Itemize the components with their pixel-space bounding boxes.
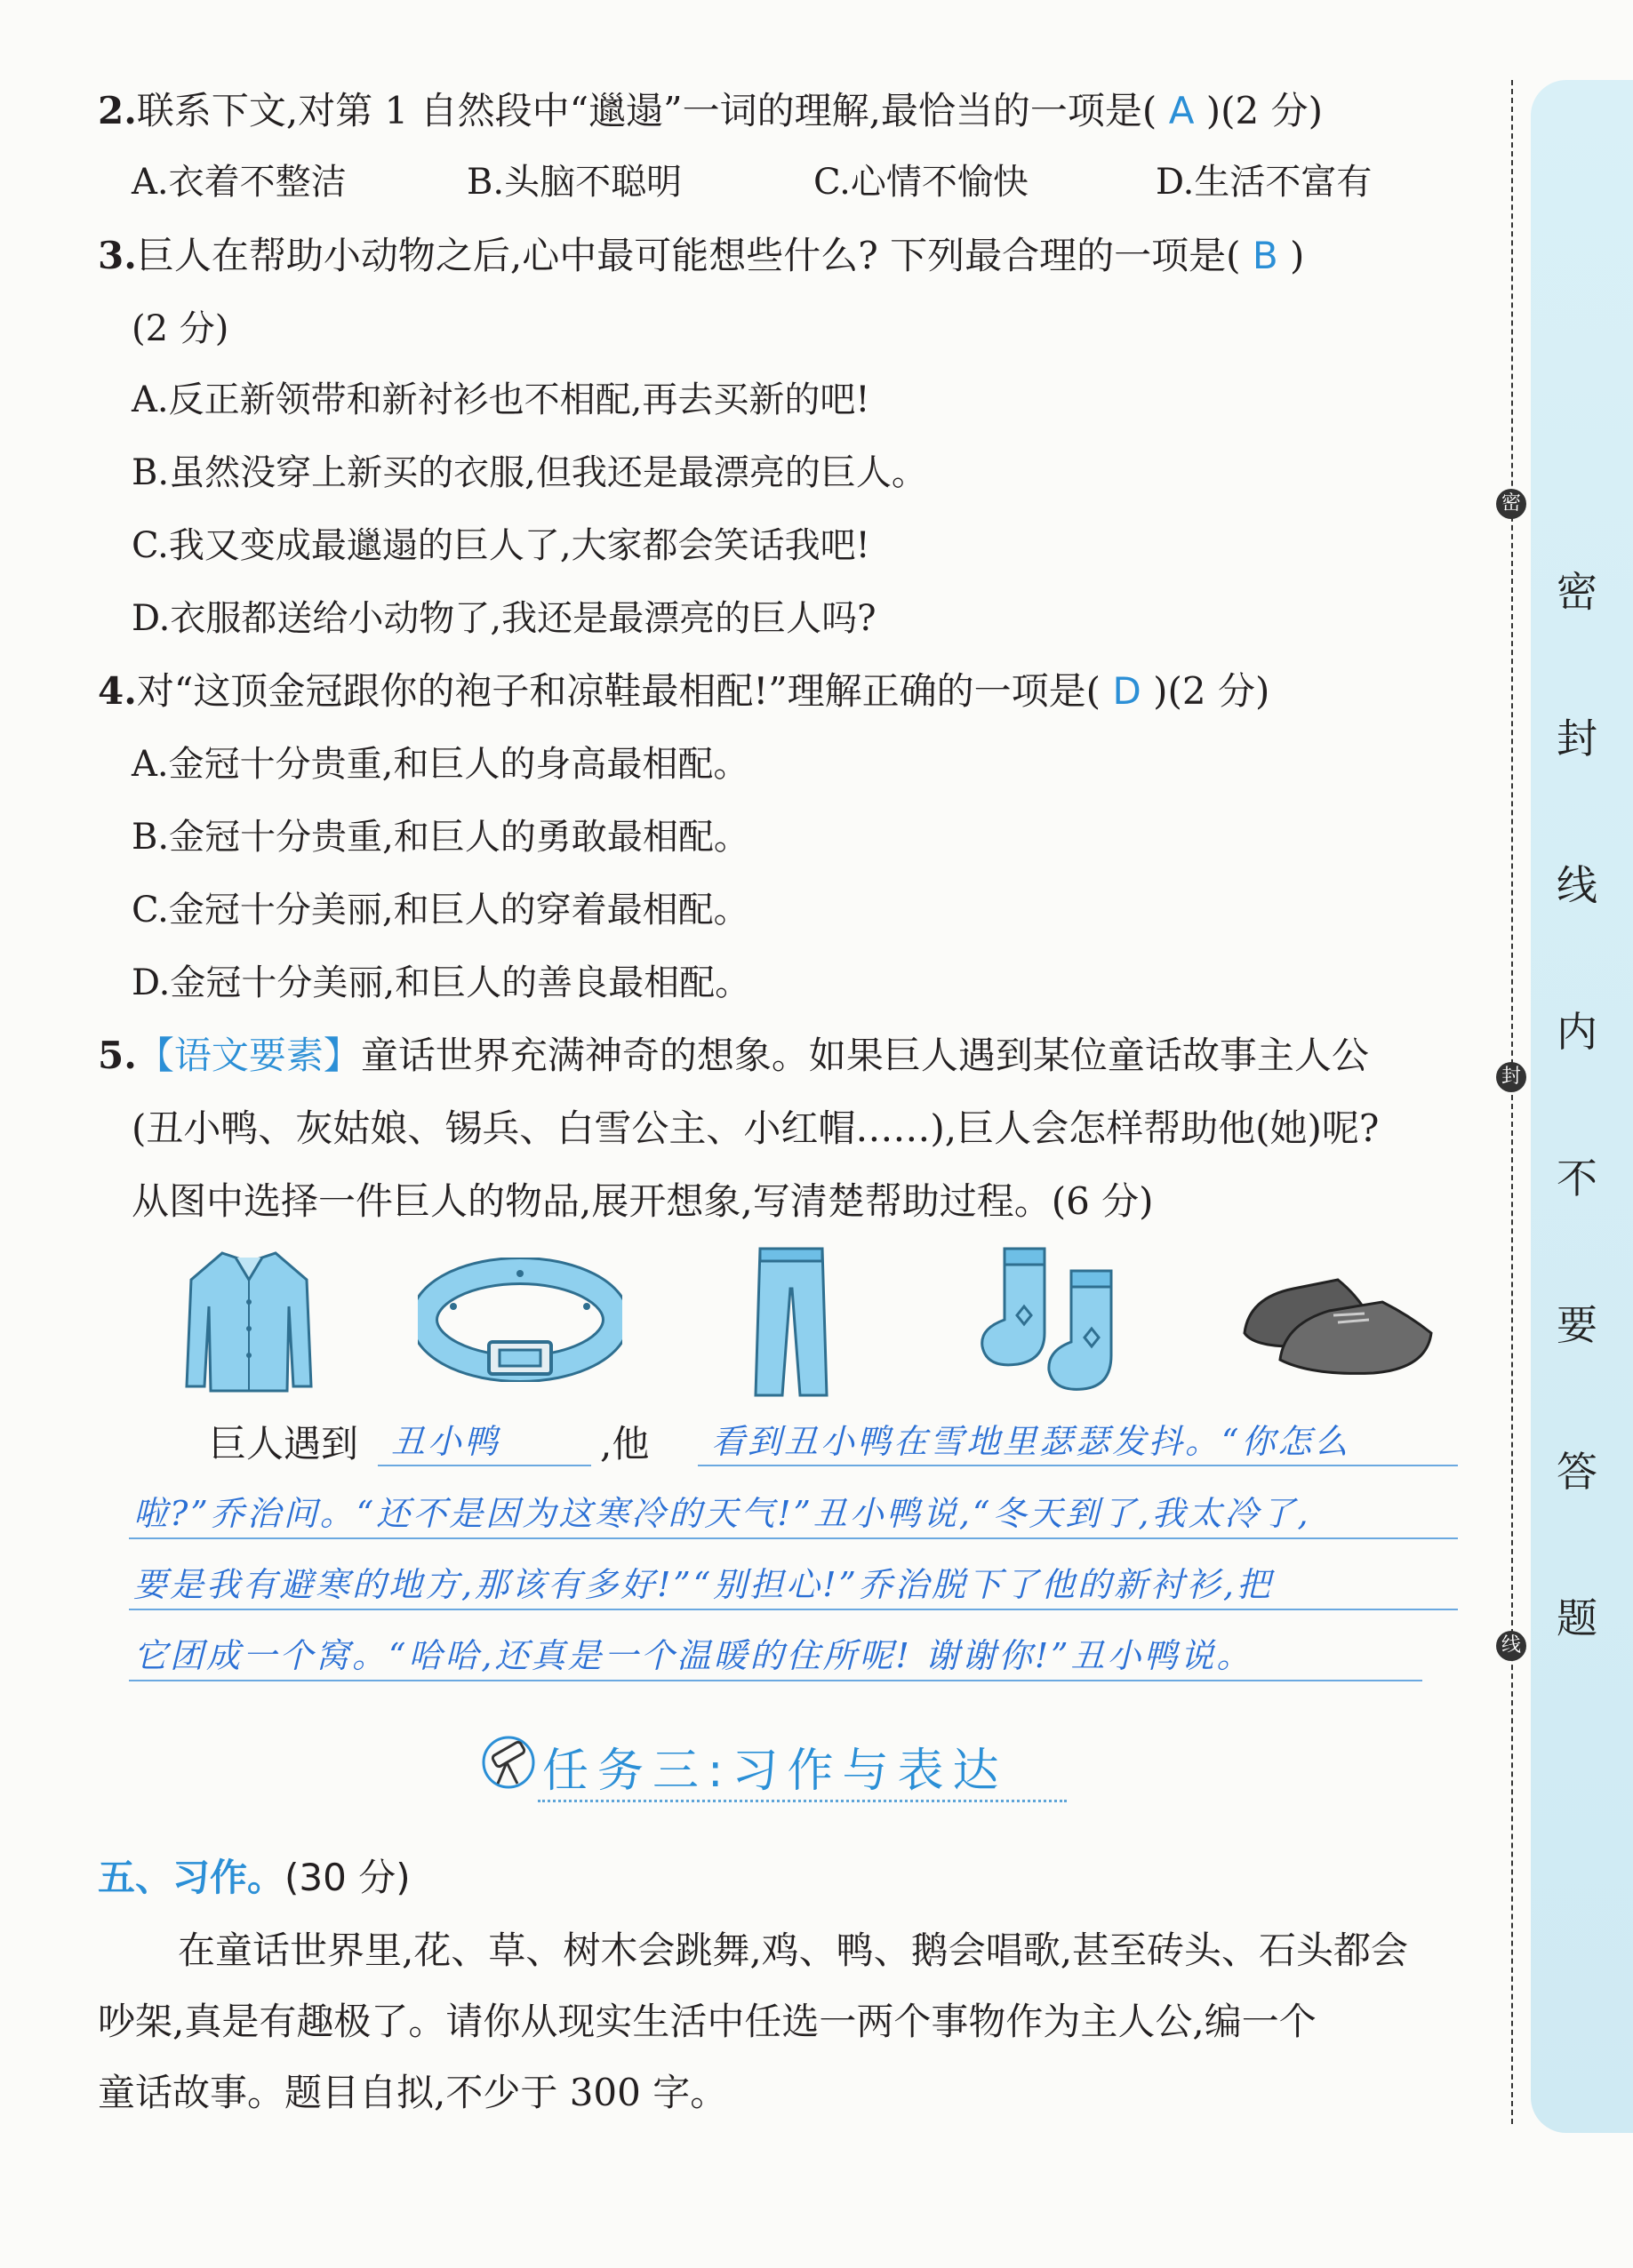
question-number: 4. [98, 669, 137, 713]
question-text: 巨人在帮助小动物之后,心中最可能想些什么? 下列最合理的一项是( [136, 234, 1241, 277]
seal-mark-mi: 密 [1496, 489, 1526, 519]
option-c: C.金冠十分美丽,和巨人的穿着最相配。 [132, 890, 749, 930]
answer-underline-1 [698, 1465, 1458, 1466]
option-b: B.金冠十分贵重,和巨人的勇敢最相配。 [132, 817, 749, 858]
question-text: 对“这顶金冠跟你的袍子和凉鞋最相配!”理解正确的一项是( [136, 669, 1101, 713]
shirt-icon [182, 1244, 316, 1395]
question-text: 联系下文,对第 1 自然段中“邋遢”一词的理解,最恰当的一项是( [136, 89, 1157, 132]
answer-underline-4 [129, 1680, 1422, 1681]
section-title: 五、习作。 [98, 1856, 285, 1899]
question-number: 2. [98, 89, 137, 132]
answer-line-1: 看到丑小鸭在雪地里瑟瑟发抖。“你怎么 [711, 1422, 1351, 1461]
seal-sidebar [1531, 80, 1633, 2133]
belt-icon [418, 1258, 622, 1382]
question-points: (2 分) [132, 308, 229, 349]
answer-mark: B [1252, 234, 1278, 277]
question-4 [98, 665, 1269, 718]
question-3 [98, 229, 1304, 283]
option-c: C.我又变成最邋遢的巨人了,大家都会笑话我吧! [132, 525, 870, 566]
socks-icon [978, 1244, 1147, 1395]
essay-prompt-line-2: 吵架,真是有趣极了。请你从现实生活中任选一两个事物作为主人公,编一个 [98, 2000, 1317, 2043]
question-5 [98, 1029, 1369, 1082]
trousers-icon [751, 1244, 831, 1400]
sidebar-char: 不 [1557, 1154, 1597, 1202]
seal-mark-feng: 封 [1496, 1062, 1526, 1092]
section-heading [98, 1849, 411, 1902]
option-a: A.金冠十分贵重,和巨人的身高最相配。 [132, 744, 749, 785]
option-a: A.衣着不整洁 [132, 162, 347, 203]
answer-mark: A [1168, 89, 1195, 132]
option-b: B.头脑不聪明 [467, 162, 683, 203]
option-a: A.反正新领带和新衬衫也不相配,再去买新的吧! [132, 379, 870, 420]
section-points: (30 分) [284, 1856, 411, 1899]
prompt-giant-meets: 巨人遇到 [209, 1422, 359, 1465]
sidebar-char: 密 [1557, 568, 1597, 616]
question-paren: ) [1290, 234, 1305, 277]
sidebar-char: 要 [1557, 1301, 1597, 1349]
task-title-underline [538, 1800, 1067, 1802]
option-d: D.衣服都送给小动物了,我还是最漂亮的巨人吗? [132, 598, 877, 639]
option-d: D.生活不富有 [1156, 162, 1373, 203]
answer-line-3: 要是我有避寒的地方,那该有多好!”“别担心!”乔治脱下了他的新衬衫,把 [133, 1565, 1273, 1604]
answer-line-2: 啦?”乔治问。“还不是因为这寒冷的天气!”丑小鸭说,“冬天到了,我太冷了, [133, 1494, 1311, 1533]
essay-prompt-line-1: 在童话世界里,花、草、树木会跳舞,鸡、鸭、鹅会唱歌,甚至砖头、石头都会 [178, 1929, 1409, 1972]
sidebar-char: 封 [1557, 715, 1597, 763]
prompt-he: ,他 [600, 1422, 650, 1465]
telescope-icon [480, 1729, 538, 1795]
sidebar-char: 线 [1557, 861, 1597, 909]
blank-underline [378, 1465, 591, 1466]
answer-line-4: 它团成一个窝。“哈哈,还真是一个温暖的住所呢! 谢谢你!”丑小鸭说。 [133, 1636, 1253, 1675]
task-title: 任务三:习作与表达 [542, 1745, 1008, 1798]
question-2 [98, 84, 1323, 138]
question-tag: 【语文要素】 [136, 1034, 361, 1077]
question-points: )(2 分) [1205, 89, 1324, 132]
option-d: D.金冠十分美丽,和巨人的善良最相配。 [132, 962, 751, 1003]
option-b: B.虽然没穿上新买的衣服,但我还是最漂亮的巨人。 [132, 452, 927, 493]
question-text-line2: (丑小鸭、灰姑娘、锡兵、白雪公主、小红帽……),巨人会怎样帮助他(她)呢? [132, 1106, 1380, 1150]
question-points: )(2 分) [1153, 669, 1270, 713]
answer-mark: D [1112, 669, 1141, 713]
sidebar-char: 内 [1557, 1008, 1597, 1056]
seal-dashed-line [1511, 80, 1513, 2124]
question-number: 5. [98, 1034, 137, 1077]
question-text-line3: 从图中选择一件巨人的物品,展开想象,写清楚帮助过程。(6 分) [132, 1179, 1154, 1223]
seal-mark-xian: 线 [1496, 1631, 1526, 1661]
answer-underline-3 [129, 1609, 1458, 1610]
answer-underline-2 [129, 1537, 1458, 1539]
blank-character: 丑小鸭 [391, 1422, 501, 1461]
essay-prompt-line-3: 童话故事。题目自拟,不少于 300 字。 [98, 2071, 728, 2114]
shoes-icon [1240, 1262, 1440, 1378]
sidebar-char: 答 [1557, 1448, 1597, 1496]
sidebar-char: 题 [1557, 1594, 1597, 1642]
question-number: 3. [98, 234, 137, 277]
option-c: C.心情不愉快 [813, 162, 1029, 203]
question-text: 童话世界充满神奇的想象。如果巨人遇到某位童话故事主人公 [360, 1034, 1369, 1077]
